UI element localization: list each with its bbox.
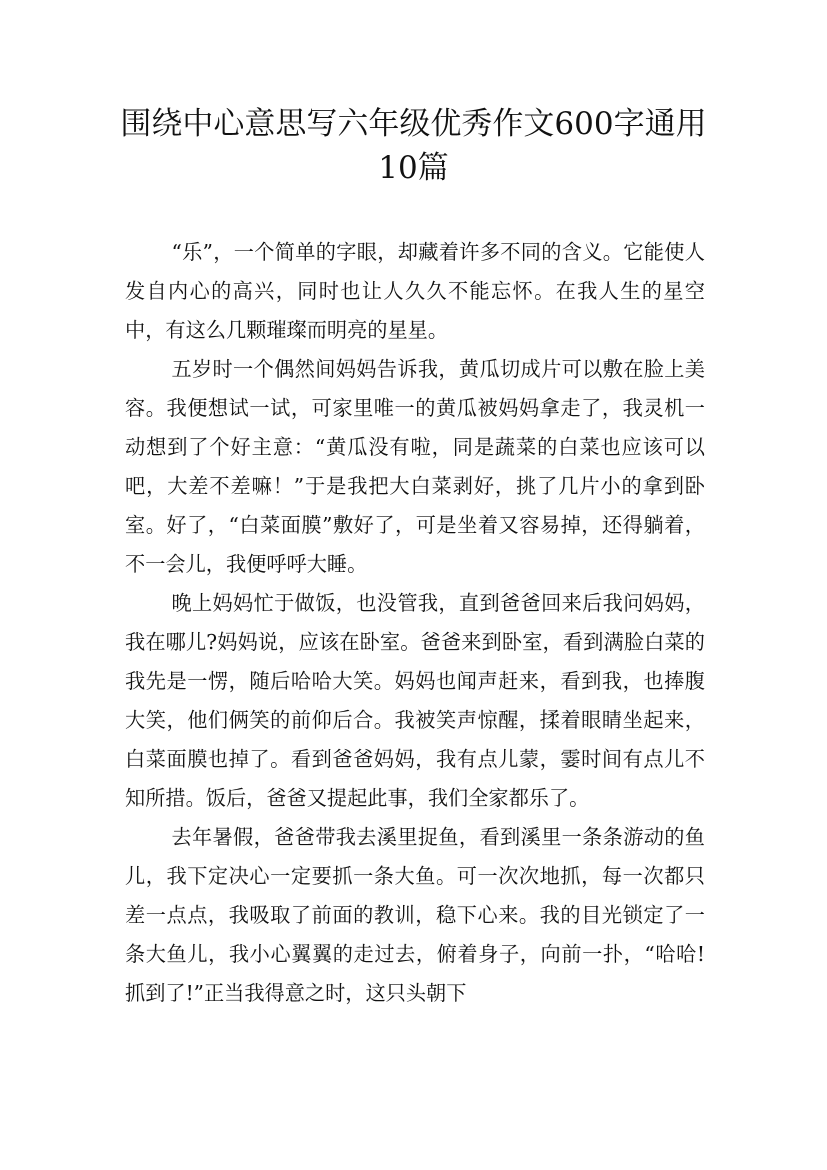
paragraph-2: 五岁时一个偶然间妈妈告诉我，黄瓜切成片可以敷在脸上美容。我便想试一试，可家里唯一的黄瓜被妈妈拿走了，我灵机一动想到了个好主意：“黄瓜没有啦，同是蔬菜的白菜也应该可以吧，大差不差嘛！”于是我把大白菜剥好，挑了几片小的拿到卧室。好了，“白菜面膜”敷好了，可是坐着又容易掉，还得躺着，不一会儿，我便呼呼大睡。 [125,357,705,576]
title-line-1: 围绕中心意思写六年级优秀作文600字通用 [120,106,707,142]
document-title [110,102,717,190]
title-line-2: 10篇 [378,150,449,186]
paragraph-4: 去年暑假，爸爸带我去溪里捉鱼，看到溪里一条条游动的鱼儿，我下定决心一定要抓一条大鱼。可一次次地抓，每一次都只差一点点，我吸取了前面的教训，稳下心来。我的目光锁定了一条大鱼儿，我小心翼翼的走过去，俯着身子，向前一扑，“哈哈!抓到了!”正当我得意之时，这只头朝下 [125,825,705,1005]
paragraph-1: “乐”，一个简单的字眼，却藏着许多不同的含义。它能使人发自内心的高兴，同时也让人久久不能忘怀。在我人生的星空中，有这么几颗璀璨而明亮的星星。 [125,240,705,342]
document-body [125,233,705,1013]
paragraph-3: 晚上妈妈忙于做饭，也没管我，直到爸爸回来后我问妈妈，我在哪儿?妈妈说，应该在卧室。爸爸来到卧室，看到满脸白菜的我先是一愣，随后哈哈大笑。妈妈也闻声赶来，看到我，也捧腹大笑，他们俩笑的前仰后合。我被笑声惊醒，揉着眼睛坐起来，白菜面膜也掉了。看到爸爸妈妈，我有点儿蒙，霎时间有点儿不知所措。饭后，爸爸又提起此事，我们全家都乐了。 [125,591,705,810]
